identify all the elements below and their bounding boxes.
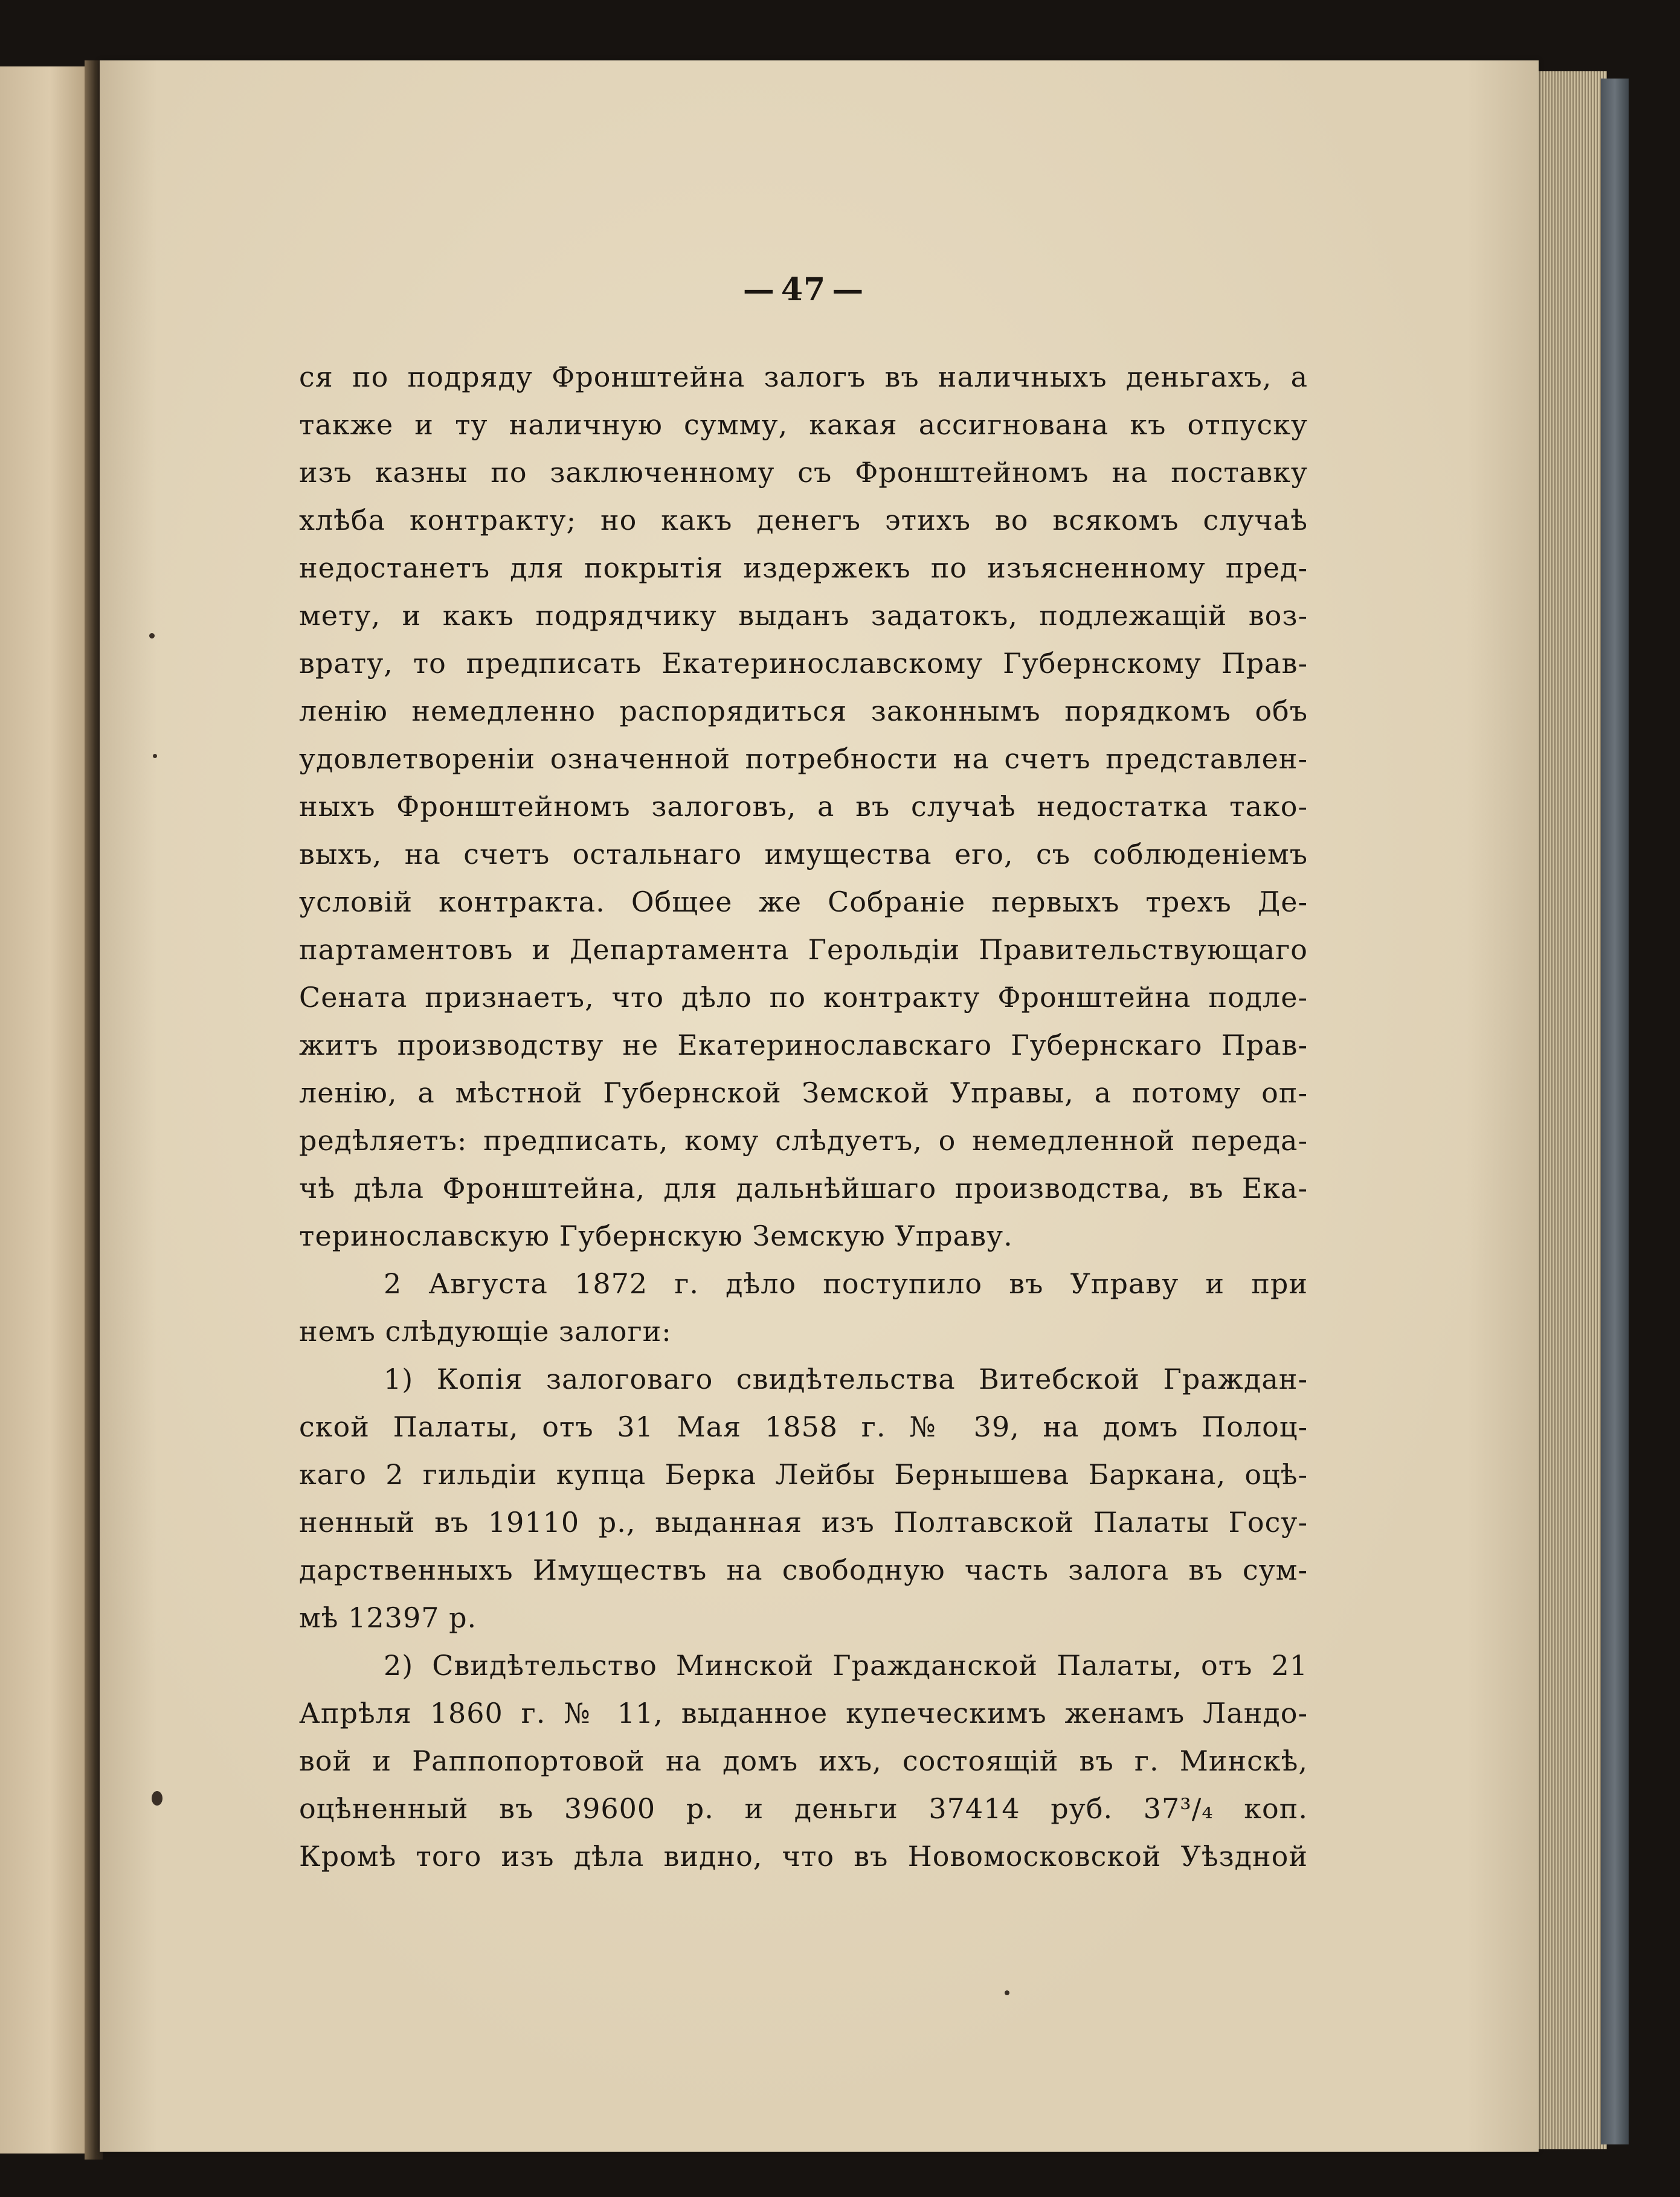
text-line: изъ казны по заключенному съ Фронштейномъ на поставку — [299, 456, 1308, 489]
page-edges — [1534, 71, 1607, 2149]
text-line: также и ту наличную сумму, какая ассигнована къ отпуску — [299, 408, 1308, 441]
text-line: каго 2 гильдіи купца Берка Лейбы Бернышева Баркана, оцѣ- — [299, 1458, 1308, 1491]
text-line: немъ слѣдующіе залоги: — [299, 1315, 672, 1348]
page-number-dash-right: — — [832, 271, 864, 308]
text-line: ненный въ 19110 р., выданная изъ Полтавской Палаты Госу- — [299, 1506, 1308, 1539]
text-line: Кромѣ того изъ дѣла видно, что въ Новомосковской Уѣздной — [299, 1840, 1308, 1873]
left-page-edge — [0, 66, 91, 2154]
text-line: 2) Свидѣтельство Минской Гражданской Палаты, отъ 21 — [384, 1649, 1308, 1682]
text-line: ской Палаты, отъ 31 Мая 1858 г. № 39, на домъ Полоц- — [299, 1411, 1308, 1443]
text-line: недостанетъ для покрытія издержекъ по изъясненному пред- — [299, 552, 1308, 584]
ink-speck — [1005, 1990, 1009, 1995]
text-line: партаментовъ и Департамента Герольдіи Правительствующаго — [299, 933, 1308, 966]
text-line: редѣляетъ: предписать, кому слѣдуетъ, о немедленной переда- — [299, 1124, 1308, 1157]
text-line: хлѣба контракту; но какъ денегъ этихъ во всякомъ случаѣ — [299, 504, 1308, 536]
text-line: выхъ, на счетъ остальнаго имущества его, съ соблюденіемъ — [299, 838, 1308, 870]
text-line: ныхъ Фронштейномъ залоговъ, а въ случаѣ недостатка тако- — [299, 790, 1308, 823]
text-line: дарственныхъ Имуществъ на свободную часть залога въ сум- — [299, 1554, 1308, 1586]
text-line: мету, и какъ подрядчику выданъ задатокъ, подлежащій воз- — [299, 599, 1308, 632]
text-line: Апрѣля 1860 г. № 11, выданное купеческимъ женамъ Ландо- — [299, 1697, 1308, 1729]
text-line: мѣ 12397 р. — [299, 1601, 477, 1634]
ink-speck — [152, 1791, 163, 1806]
text-line: оцѣненный въ 39600 р. и деньги 37414 руб. 37³/₄ коп. — [299, 1792, 1308, 1825]
page-number-dash-left: — — [742, 271, 775, 308]
page-number — [299, 263, 1308, 317]
text-line: условій контракта. Общее же Собраніе первыхъ трехъ Де- — [299, 886, 1308, 918]
body-text — [299, 353, 1308, 1880]
book-cover-edge — [1601, 79, 1629, 2144]
ink-speck — [149, 633, 155, 639]
text-line: ленію, а мѣстной Губернской Земской Управы, а потому оп- — [299, 1076, 1308, 1109]
ink-speck — [153, 754, 157, 758]
text-line: житъ производству не Екатеринославскаго Губернскаго Прав- — [299, 1029, 1308, 1061]
text-line: 1) Копія залоговаго свидѣтельства Витебской Граждан- — [384, 1363, 1308, 1395]
text-line: теринославскую Губернскую Земскую Управу. — [299, 1220, 1013, 1252]
text-line: ленію немедленно распорядиться законнымъ порядкомъ объ — [299, 695, 1308, 727]
text-line: вой и Раппопортовой на домъ ихъ, состоящій въ г. Минскѣ, — [299, 1745, 1308, 1777]
text-line: ся по подряду Фронштейна залогъ въ наличныхъ деньгахъ, а — [299, 361, 1308, 393]
text-line: чѣ дѣла Фронштейна, для дальнѣйшаго производства, въ Ека- — [299, 1172, 1308, 1205]
text-line: удовлетвореніи означенной потребности на счетъ представлен- — [299, 742, 1308, 775]
page-number-value: 47 — [780, 271, 826, 308]
text-line: врату, то предписать Екатеринославскому Губернскому Прав- — [299, 647, 1308, 680]
text-line: 2 Августа 1872 г. дѣло поступило въ Управу и при — [384, 1267, 1308, 1300]
text-line: Сената признаетъ, что дѣло по контракту Фронштейна подле- — [299, 981, 1308, 1014]
